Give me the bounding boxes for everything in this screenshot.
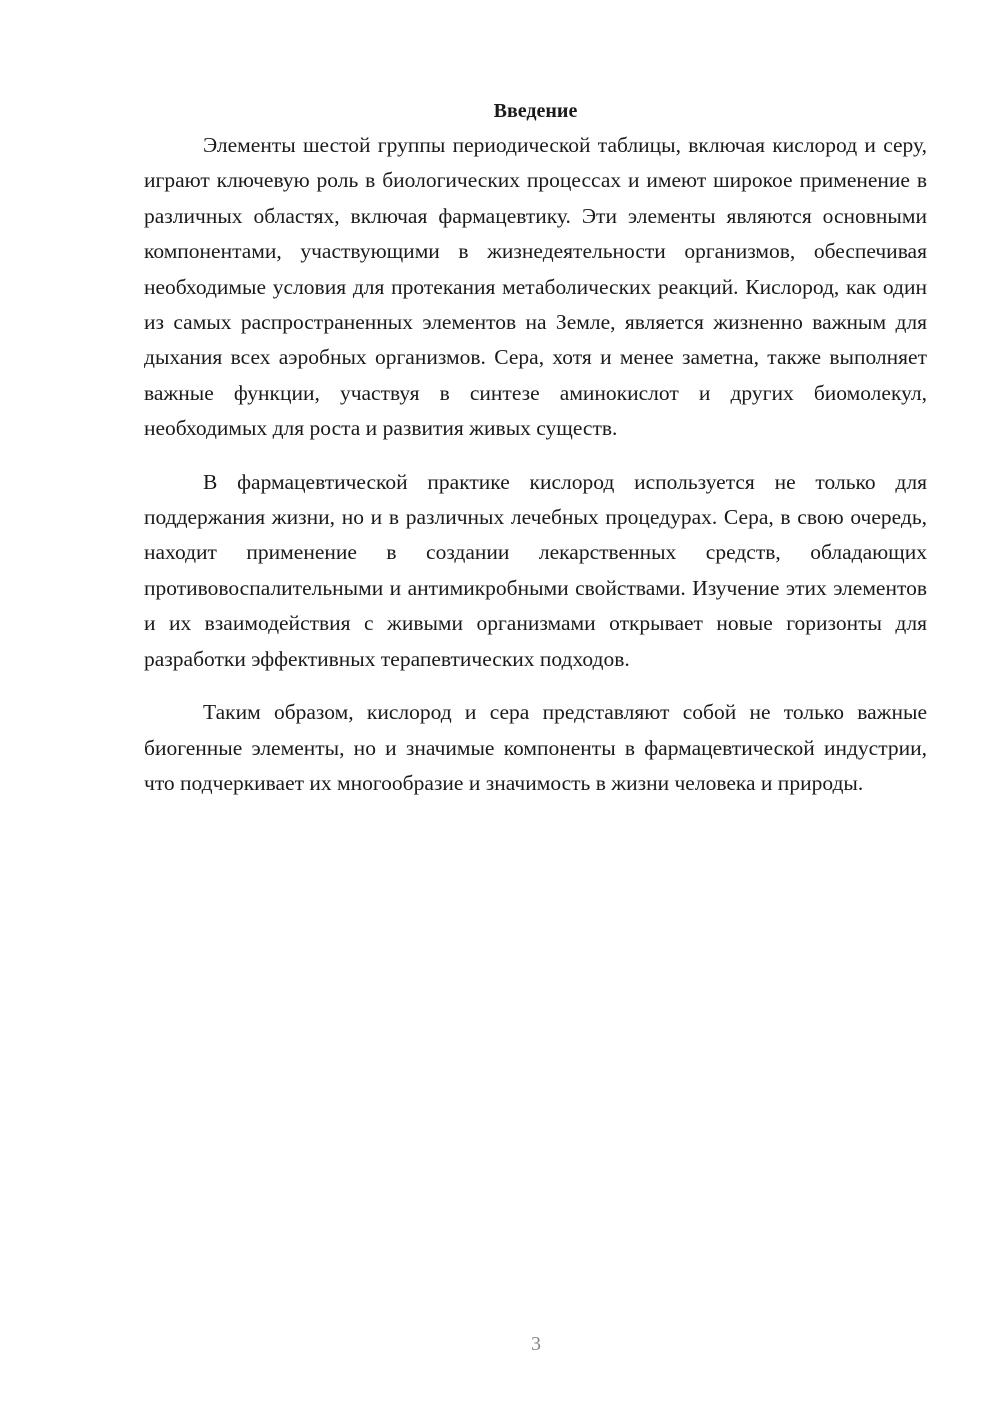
page-content bbox=[144, 94, 927, 801]
page-number: 3 bbox=[531, 1333, 541, 1355]
paragraph-1: Элементы шестой группы периодической таблицы, включая кислород и серу, играют ключевую роль в биологических процессах и имеют широкое применение в различных областях, включая фармацевтику. Эти элементы являются основными компонентами, участвующими в жизнедеятельности организмов, обеспечивая необходимые условия для протекания метаболических реакций. Кислород, как один из самых распространенных элементов на Земле, является жизненно важным для дыхания всех аэробных организмов. Сера, хотя и менее заметна, также выполняет важные функции, участвуя в синтезе аминокислот и других биомолекул, необходимых для роста и развития живых существ. bbox=[144, 133, 927, 441]
paragraph-3: Таким образом, кислород и сера представляют собой не только важные биогенные элементы, но и значимые компоненты в фармацевтической индустрии, что подчеркивает их многообразие и значимость в жизни человека и природы. bbox=[144, 700, 927, 795]
paragraph-2: В фармацевтической практике кислород используется не только для поддержания жизни, но и в различных лечебных процедурах. Сера, в свою очередь, находит применение в создании лекарственных средств, обладающих противовоспалительными и антимикробными свойствами. Изучение этих элементов и их взаимодействия с живыми организмами открывает новые горизонты для разработки эффективных терапевтических подходов. bbox=[144, 469, 927, 671]
section-heading: Введение bbox=[493, 100, 578, 122]
